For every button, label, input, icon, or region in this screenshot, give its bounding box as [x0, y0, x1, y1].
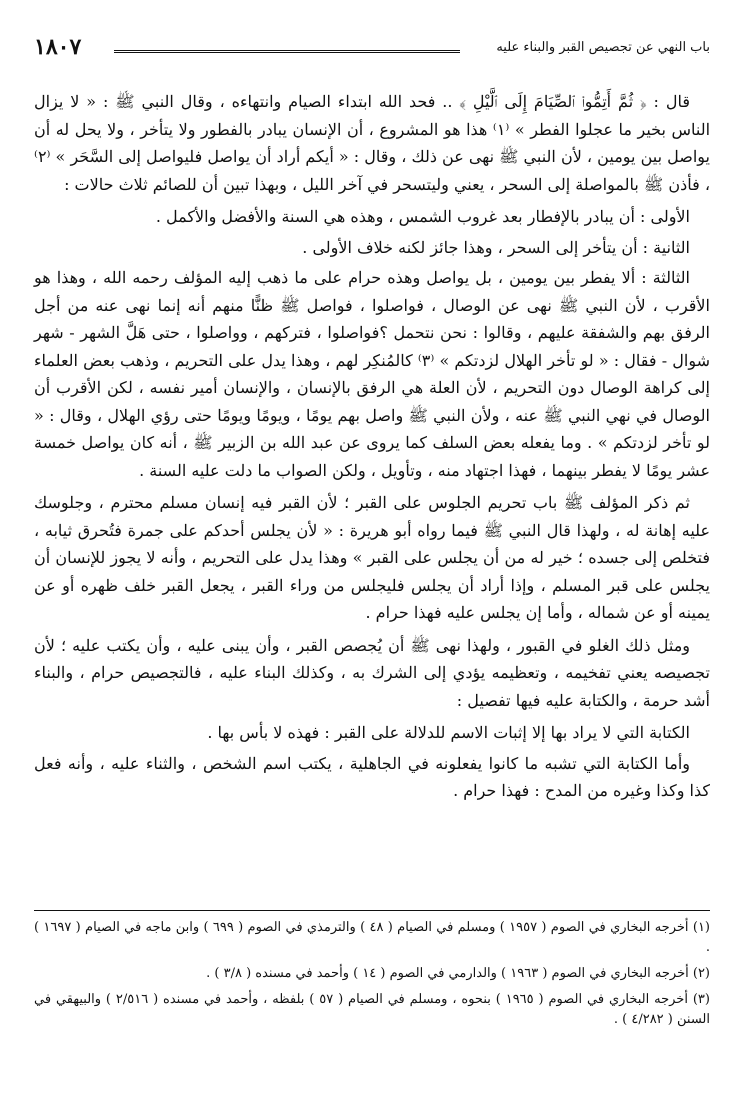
paragraph-writing-forbidden: وأما الكتابة التي تشبه ما كانوا يفعلونه في الجاهلية ، يكتب اسم الشخص ، والثناء عليه ، وأنه فعل كذا وكذا وغيره من المدح : فهذا حرام . [34, 753, 710, 800]
footnotes [34, 918, 710, 1036]
page [34, 34, 710, 1074]
footnote-1: (١) أخرجه البخاري في الصوم ( ١٩٥٧ ) ومسلم في الصيام ( ٤٨ ) والترمذي في الصوم ( ٦٩٩ ) وابن ماجه في الصيام ( ١٦٩٧ ) . [34, 920, 710, 955]
header-rule [114, 50, 460, 56]
paragraph-intro: قال : ﴿ ثُمَّ أَتِمُّوا۟ ٱلصِّيَامَ إِلَى ٱلَّيْلِ ﴾ .. فحد الله ابتداء الصيام وانتهاءه ، وقال النبي ﷺ : « لا يزال الناس بخير ما عجلوا الفطر » ⁽١⁾ هذا هو المشروع ، أن الإنسان يبادر بالفطور ولا يتأخر ، ولا يحل له أن يواصل بين يومين ، لأن النبي ﷺ نهى عن ذلك ، وقال : « أيكم أراد أن يواصل فليواصل إلى السَّحَر » ⁽٢⁾ ، فأذن ﷺ بالمواصلة إلى السحر ، يعني وليتسحر في آخر الليل ، وبهذا تبين أن للصائم ثلاث حالات : [34, 92, 711, 194]
header-title: باب النهي عن تجصيص القبر والبناء عليه [496, 40, 710, 55]
footnote-divider [34, 910, 710, 911]
paragraph-plastering-grave: ومثل ذلك الغلو في القبور ، ولهذا نهى ﷺ أن يُجصص القبر ، وأن يبنى عليه ، وأن يكتب عليه ؛ لأن تجصيصه يعني تفخيمه ، وتعظيمه يؤدي إلى الشرك به ، وكذلك البناء عليه ، فالتجصيص حرام ، والبناء أشد حرمة ، والكتابة عليه فيها تفصيل : [34, 635, 710, 710]
footnote-2: (٢) أخرجه البخاري في الصوم ( ١٩٦٣ ) والدارمي في الصوم ( ١٤ ) وأحمد في مسنده ( ٣/٨ ) . [206, 966, 710, 981]
running-header [34, 34, 710, 66]
page-number: ١٨٠٧ [34, 34, 82, 60]
main-text [34, 88, 710, 810]
paragraph-sitting-on-grave: ثم ذكر المؤلف ﷺ باب تحريم الجلوس على القبر ؛ لأن القبر فيه إنسان مسلم محترم ، وجلوسك عليه إهانة له ، ولهذا قال النبي ﷺ فيما رواه أبو هريرة : « لأن يجلس أحدكم على جمرة فتُحرق ثيابه ، فتخلص إلى جسده ؛ خير له من أن يجلس على القبر » وهذا يدل على التحريم ، وأنه لا يجوز للإنسان أن يجلس على قبر المسلم ، وإذا أراد أن يجلس فليجلس من وراء القبر ، يجعل القبر خلف ظهره أو عن يمينه أو عن شماله ، وأما إن يجلس عليه فهذا حرام . [34, 493, 711, 622]
footnote-3: (٣) أخرجه البخاري في الصوم ( ١٩٦٥ ) بنحوه ، ومسلم في الصيام ( ٥٧ ) بلفظه ، وأحمد في مسنده ( ٢/٥١٦ ) والبيهقي في السنن ( ٤/٢٨٢ ) . [34, 992, 710, 1027]
paragraph-third-state: الثالثة : ألا يفطر بين يومين ، بل يواصل وهذه حرام على ما ذهب إليه المؤلف رحمه الله ، وهذا هو الأقرب ، لأن النبي ﷺ نهى عن الوصال ، فواصلوا ، فواصل ﷺ ظنًّا منهم أنه إنما نهى عنه من أجل الرفق بهم والشفقة عليهم ، وقالوا : نحن نتحمل ؟فواصلوا ، فتركهم ، وواصلوا ، حتى هَلَّ الشهر - شهر شوال - فقال : « لو تأخر الهلال لزدتكم » ⁽٣⁾ كالمُنكِر لهم ، وهذا يدل على التحريم ، وذهب بعض العلماء إلى كراهة الوصال دون التحريم ، لأن العلة هي الرفق بالإنسان ، والإنسان أمير نفسه ، لكن الأقرب أن الوصال في نهي النبي ﷺ عنه ، ولأن النبي ﷺ واصل بهم يومًا ، ويومًا ويومًا حتى رؤي الهلال ، وقال : « لو تأخر لزدتكم » . وما يفعله بعض السلف كما يروى عن عبد الله بن الزبير ﷺ ، أنه كان يواصل خمسة عشر يومًا لا يفطر بينهما ، فهذا اجتهاد منه ، وتأويل ، ولكن الصواب ما دلت عليه السنة . [34, 268, 711, 480]
paragraph-second-state: الثانية : أن يتأخر إلى السحر ، وهذا جائز لكنه خلاف الأولى . [302, 237, 690, 257]
paragraph-writing-allowed: الكتابة التي لا يراد بها إلا إثبات الاسم للدلالة على القبر : فهذه لا بأس بها . [207, 723, 690, 742]
paragraph-first-state: الأولى : أن يبادر بالإفطار بعد غروب الشمس ، وهذه هي السنة والأفضل والأكمل . [155, 207, 690, 226]
